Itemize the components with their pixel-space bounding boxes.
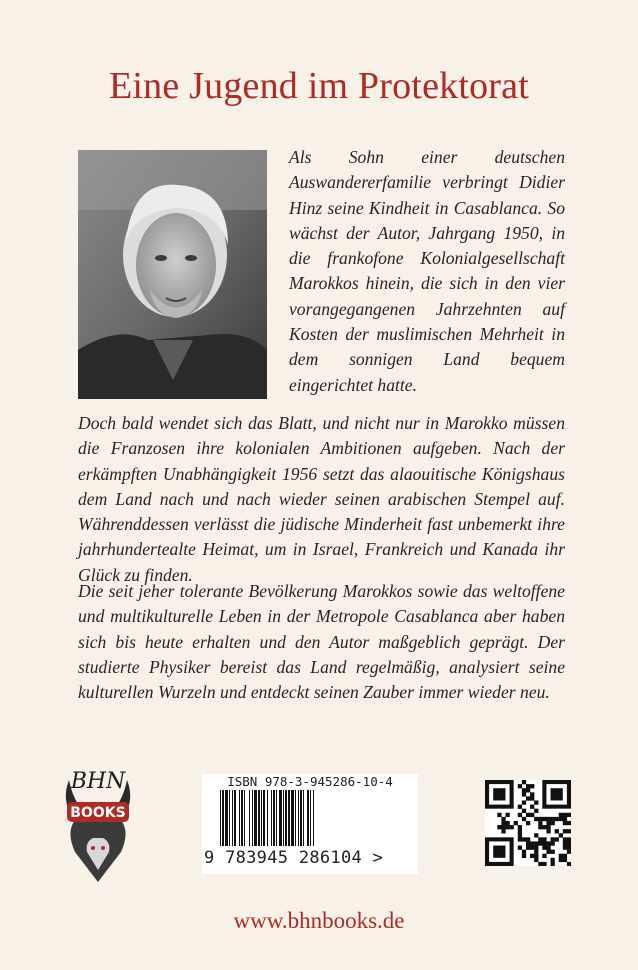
author-photo xyxy=(78,150,267,399)
body-paragraph-2: Die seit jeher tolerante Bevölkerung Marokkos sowie das weltoffene und multikulturelle Leben in der Metropole Casablanca aber haben sich bis heute erhalten und den Autor maßgeblich geprägt. Der studierte Physiker bereist das Land regelmäßig, analysiert seine kulturellen Wurzeln und entdeckt seinen Zauber immer wieder neu. xyxy=(78,581,565,703)
isbn-label: ISBN 978-3-945286-10-4 xyxy=(227,774,393,789)
svg-text:BHN: BHN xyxy=(70,769,126,794)
isbn-barcode xyxy=(202,774,418,874)
intro-text: Als Sohn einer deutschen Auswandererfamilie verbringt Didier Hinz seine Kindheit in Casablanca. So wächst der Autor, Jahrgang 1950, in die frankofone Kolonialgesellschaft Marokkos hinein, die sich in den vier vorangegangenen Jahrzehnten auf Kosten der muslimischen Mehrheit in dem sonnigen Land bequem eingerichtet hatte. xyxy=(289,147,565,395)
svg-text:BOOKS: BOOKS xyxy=(70,805,126,821)
website-url: www.bhnbooks.de xyxy=(233,908,405,933)
bhn-books-logo xyxy=(55,760,141,884)
body-paragraph-1: Doch bald wendet sich das Blatt, und nicht nur in Marokko müssen die Franzosen ihre kolonialen Ambitionen aufgeben. Nach der erkämpften Unabhängigkeit 1956 setzt das alaouitische Königshaus dem Land nach und nach wieder seinen arabischen Stempel auf. Währenddessen verlässt die jüdische Minderheit fast unbemerkt ihre jahrhundertealte Heimat, um in Israel, Frankreich und Kanada ihr Glück zu finden. xyxy=(78,413,565,585)
qr-code xyxy=(485,780,571,866)
book-title: Eine Jugend im Protektorat xyxy=(109,65,529,107)
isbn-digits: 9 783945 286104 > xyxy=(204,848,384,868)
